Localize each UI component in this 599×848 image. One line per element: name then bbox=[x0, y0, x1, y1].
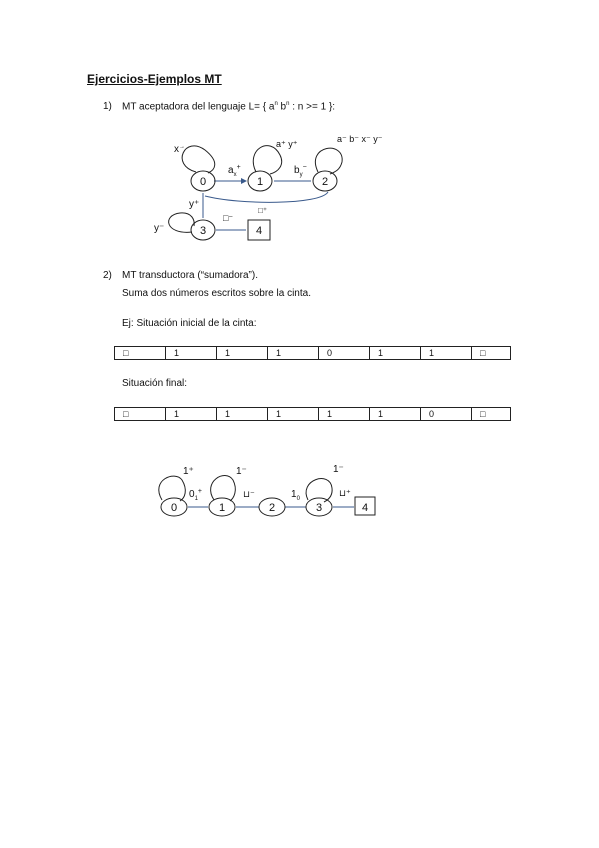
final-tape-label: Situación final: bbox=[122, 378, 188, 389]
tape-final-cell: 1 bbox=[370, 408, 421, 421]
loop-state-1 bbox=[253, 146, 281, 174]
tape-initial-cell: 1 bbox=[370, 347, 421, 360]
state2-0-label: 0 bbox=[170, 502, 178, 514]
state2-2-label: 2 bbox=[268, 502, 276, 514]
label2-loop-0: 1⁺ bbox=[183, 466, 194, 477]
tape-initial-cell: □ bbox=[472, 347, 511, 360]
state-3-label: 3 bbox=[199, 225, 207, 237]
tape-final-cell: 0 bbox=[421, 408, 472, 421]
label2-edge-2-3: $1_0$ bbox=[291, 489, 300, 502]
tape-initial bbox=[114, 346, 511, 360]
state2-1-label: 1 bbox=[218, 502, 226, 514]
loop-state-2 bbox=[315, 148, 342, 174]
tape-final-cell: 1 bbox=[217, 408, 268, 421]
state-4-label: 4 bbox=[255, 225, 263, 237]
item-1-text-b: b bbox=[277, 101, 287, 113]
item-1-sup-n1: n bbox=[274, 101, 278, 107]
label2-loop-3: 1⁻ bbox=[333, 464, 344, 475]
tape-initial-cell: 1 bbox=[421, 347, 472, 360]
initial-tape-label: Ej: Situación inicial de la cinta: bbox=[122, 318, 257, 329]
label2-edge-1-2: ⊔⁻ bbox=[243, 489, 255, 499]
label-loop-1: a⁺ y⁺ bbox=[276, 139, 298, 149]
tape-final-cell: 1 bbox=[166, 408, 217, 421]
label-edge-1-2: $b_y^-$ bbox=[294, 164, 307, 178]
label-edge-2-0: □⁺ bbox=[258, 206, 268, 215]
label-loop-3: y⁻ bbox=[154, 223, 165, 234]
tape-final-cell: 1 bbox=[319, 408, 370, 421]
state2-3-label: 3 bbox=[315, 502, 323, 514]
state-2-label: 2 bbox=[321, 176, 329, 188]
state2-4-label: 4 bbox=[361, 502, 369, 514]
label-loop-2: a⁻ b⁻ x⁻ y⁻ bbox=[337, 134, 383, 144]
tape-initial-cell: □ bbox=[115, 347, 166, 360]
item-2-description: Suma dos números escritos sobre la cinta. bbox=[122, 288, 311, 299]
tape-initial-cell: 1 bbox=[268, 347, 319, 360]
item-1-number: 1) bbox=[103, 101, 112, 112]
label-loop-0: x→ bbox=[174, 144, 185, 155]
edge-2-0 bbox=[205, 192, 328, 202]
label2-loop-1: 1⁻ bbox=[236, 466, 247, 477]
loop-state-3 bbox=[169, 213, 195, 232]
tape-initial-cell: 1 bbox=[166, 347, 217, 360]
tape-initial-cell: 1 bbox=[217, 347, 268, 360]
label2-edge-3-4: ⊔⁺ bbox=[339, 488, 351, 498]
tape-final-cell: 1 bbox=[268, 408, 319, 421]
label-edge-0-1: $a_x^+$ bbox=[228, 164, 241, 178]
item-2-number: 2) bbox=[103, 270, 112, 281]
tape-final bbox=[114, 407, 511, 421]
state-0-label: 0 bbox=[199, 176, 207, 188]
tape-initial-cell: 0 bbox=[319, 347, 370, 360]
item-1-sup-n2: n bbox=[286, 101, 290, 107]
loop-state-0 bbox=[182, 146, 215, 173]
state-1-label: 1 bbox=[256, 176, 264, 188]
page-title: Ejercicios-Ejemplos MT bbox=[87, 72, 222, 86]
item-1-text-start: MT aceptadora del lenguaje L= { a bbox=[122, 101, 275, 113]
item-1-text-end: : n >= 1 }: bbox=[289, 101, 336, 113]
label-edge-3-4: □⁻ bbox=[223, 213, 234, 223]
tape-final-cell: □ bbox=[115, 408, 166, 421]
item-2-heading: MT transductora (“sumadora”). bbox=[122, 270, 258, 281]
label-edge-0-3: y⁺ bbox=[189, 199, 200, 210]
label2-edge-0-1: $0_1^+$ bbox=[189, 488, 202, 502]
tape-final-cell: □ bbox=[472, 408, 511, 421]
